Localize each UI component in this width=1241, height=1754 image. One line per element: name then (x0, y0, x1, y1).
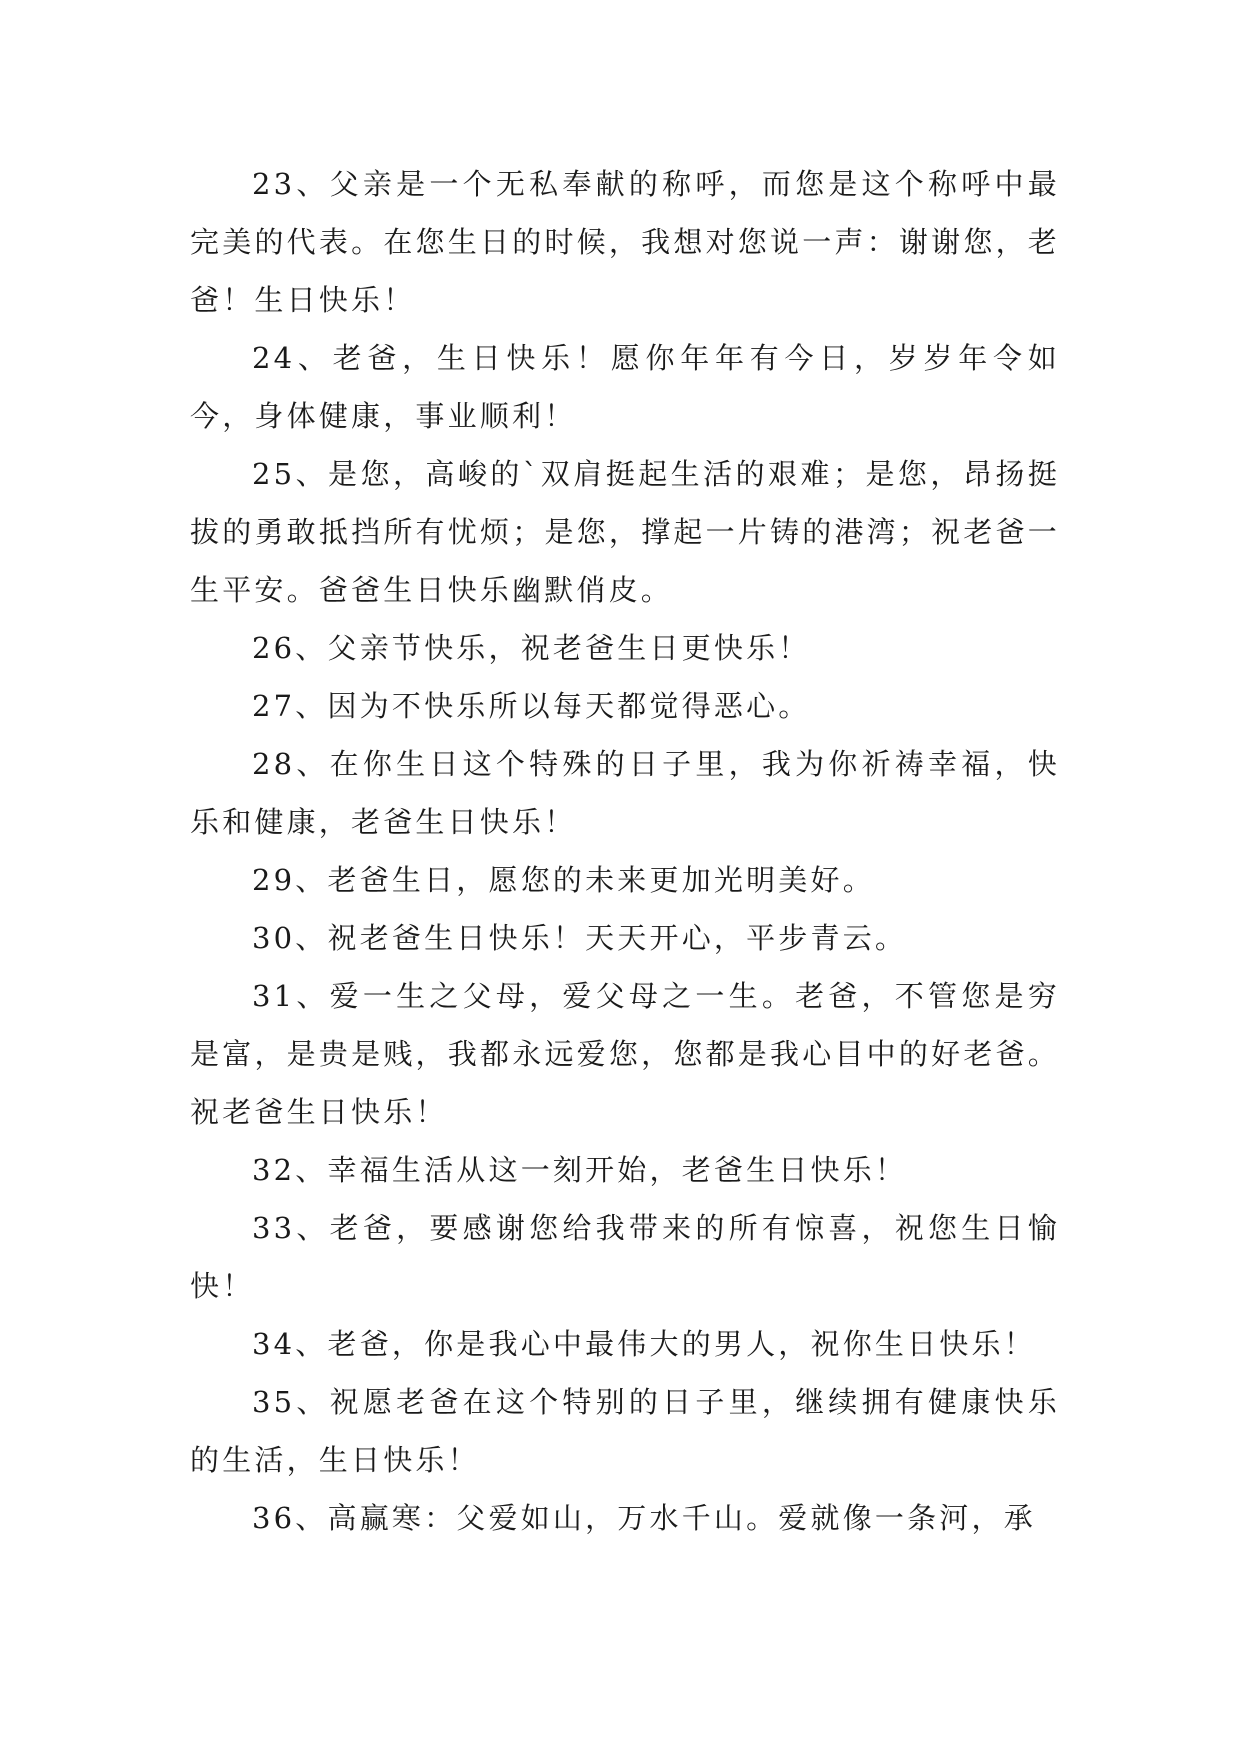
paragraph-36: 36、高赢寒：父爱如山，万水千山。爱就像一条河，承 (252, 1501, 1036, 1535)
paragraph-35: 35、祝愿老爸在这个特别的日子里，继续拥有健康快乐的生活，生日快乐！ (190, 1385, 1060, 1477)
document-body (190, 155, 1060, 1547)
paragraph-28: 28、在你生日这个特殊的日子里，我为你祈祷幸福，快乐和健康，老爸生日快乐！ (190, 747, 1060, 839)
paragraph-32: 32、幸福生活从这一刻开始，老爸生日快乐！ (252, 1153, 908, 1187)
paragraph-33: 33、老爸，要感谢您给我带来的所有惊喜，祝您生日愉快！ (190, 1211, 1060, 1303)
paragraph-30: 30、祝老爸生日快乐！天天开心，平步青云。 (252, 921, 908, 955)
paragraph-23: 23、父亲是一个无私奉献的称呼，而您是这个称呼中最完美的代表。在您生日的时候，我想对您说一声：谢谢您，老爸！生日快乐！ (190, 167, 1060, 317)
paragraph-27: 27、因为不快乐所以每天都觉得恶心。 (252, 689, 811, 723)
paragraph-31: 31、爱一生之父母，爱父母之一生。老爸，不管您是穷是富，是贵是贱，我都永远爱您，您都是我心目中的好老爸。祝老爸生日快乐！ (190, 979, 1060, 1129)
paragraph-26: 26、父亲节快乐，祝老爸生日更快乐！ (252, 631, 811, 665)
paragraph-24: 24、老爸，生日快乐！愿你年年有今日，岁岁年令如今，身体健康，事业顺利！ (190, 341, 1060, 433)
paragraph-25: 25、是您，高峻的`双肩挺起生活的艰难；是您，昂扬挺拔的勇敢抵挡所有忧烦；是您，撑起一片铸的港湾；祝老爸一生平安。爸爸生日快乐幽默俏皮。 (190, 457, 1060, 607)
paragraph-29: 29、老爸生日，愿您的未来更加光明美好。 (252, 863, 875, 897)
paragraph-34: 34、老爸，你是我心中最伟大的男人，祝你生日快乐！ (252, 1327, 1036, 1361)
